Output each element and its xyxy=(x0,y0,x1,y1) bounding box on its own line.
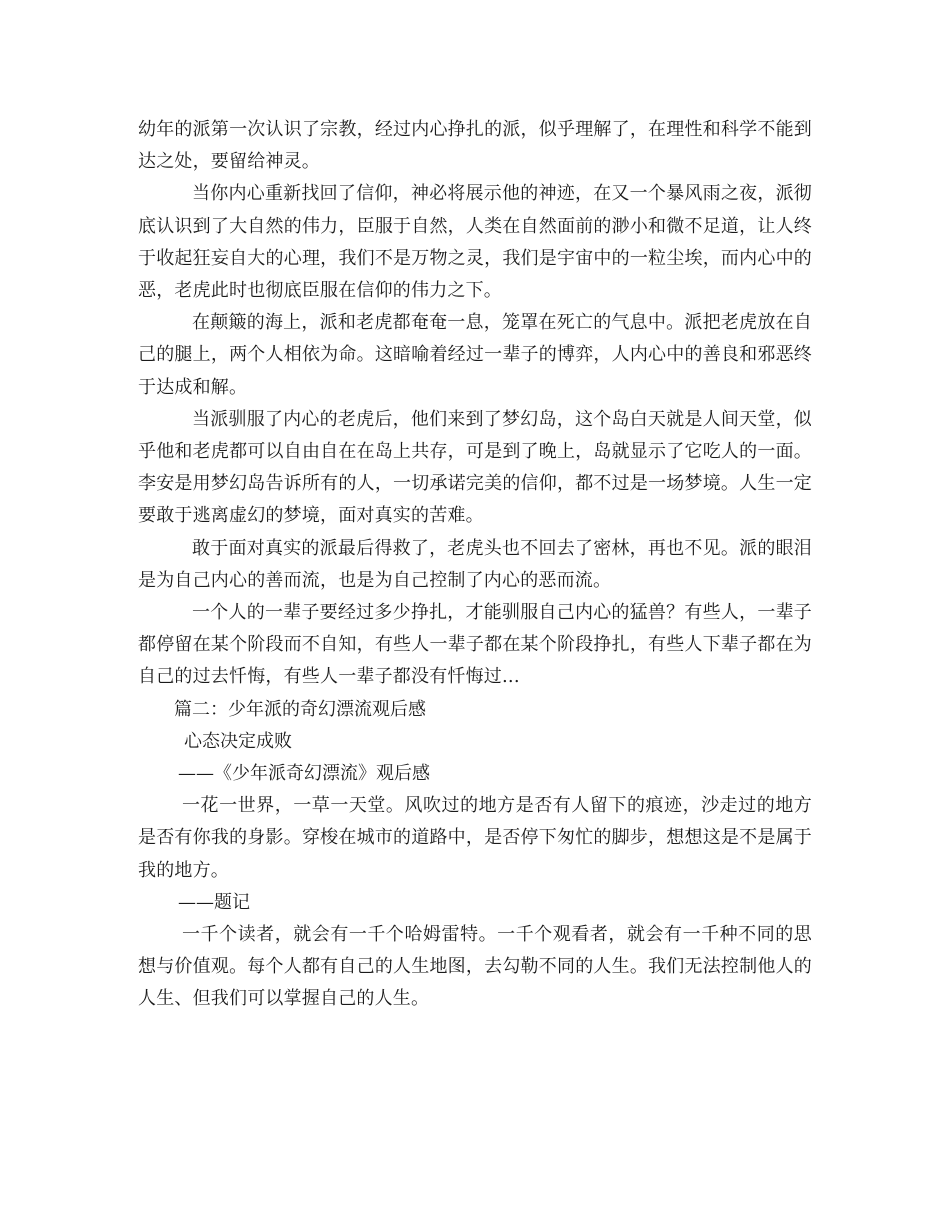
paragraph-4: 当派驯服了内心的老虎后，他们来到了梦幻岛，这个岛白天就是人间天堂，似乎他和老虎都可以自由自在在岛上共存，可是到了晚上，岛就显示了它吃人的一面。李安是用梦幻岛告诉所有的人，一切承诺完美的信仰，都不过是一场梦境。人生一定要敢于逃离虚幻的梦境，面对真实的苦难。 xyxy=(138,408,812,527)
paragraph-2: 当你内心重新找回了信仰，神必将展示他的神迹，在又一个暴风雨之夜，派彻底认识到了大自然的伟力，臣服于自然，人类在自然面前的渺小和微不足道，让人终于收起狂妄自大的心理，我们不是万物之灵，我们是宇宙中的一粒尘埃，而内心中的恶，老虎此时也彻底臣服在信仰的伟力之下。 xyxy=(138,183,812,302)
paragraph-5: 敢于面对真实的派最后得救了，老虎头也不回去了密林，再也不见。派的眼泪是为自己内心的善而流，也是为自己控制了内心的恶而流。 xyxy=(138,537,812,591)
paragraph-1: 幼年的派第一次认识了宗教，经过内心挣扎的派，似乎理解了，在理性和科学不能到达之处，要留给神灵。 xyxy=(138,119,812,173)
document-body xyxy=(138,114,812,1016)
section-title: 篇二：少年派的奇幻漂流观后感 xyxy=(174,698,426,720)
final-paragraph: 一千个读者，就会有一千个哈姆雷特。一千个观看者，就会有一千种不同的思想与价值观。每个人都有自己的人生地图，去勾勒不同的人生。我们无法控制他人的人生、但我们可以掌握自己的人生。 xyxy=(138,924,812,1010)
paragraph-3: 在颠簸的海上，派和老虎都奄奄一息，笼罩在死亡的气息中。派把老虎放在自己的腿上，两个人相依为命。这暗喻着经过一辈子的博弈，人内心中的善良和邪恶终于达成和解。 xyxy=(138,312,812,398)
epigraph-label: ——题记 xyxy=(178,891,250,913)
paragraph-6: 一个人的一辈子要经过多少挣扎，才能驯服自己内心的猛兽？有些人，一辈子都停留在某个阶段而不自知，有些人一辈子都在某个阶段挣扎，有些人下辈子都在为自己的过去忏悔，有些人一辈子都没有忏悔过... xyxy=(138,602,812,688)
epigraph: 一花一世界，一草一天堂。风吹过的地方是否有人留下的痕迹，沙走过的地方是否有你我的身影。穿梭在城市的道路中，是否停下匆忙的脚步，想想这是不是属于我的地方。 xyxy=(138,795,812,881)
essay-subtitle: ——《少年派奇幻漂流》观后感 xyxy=(178,763,430,785)
essay-title: 心态决定成败 xyxy=(184,730,292,752)
